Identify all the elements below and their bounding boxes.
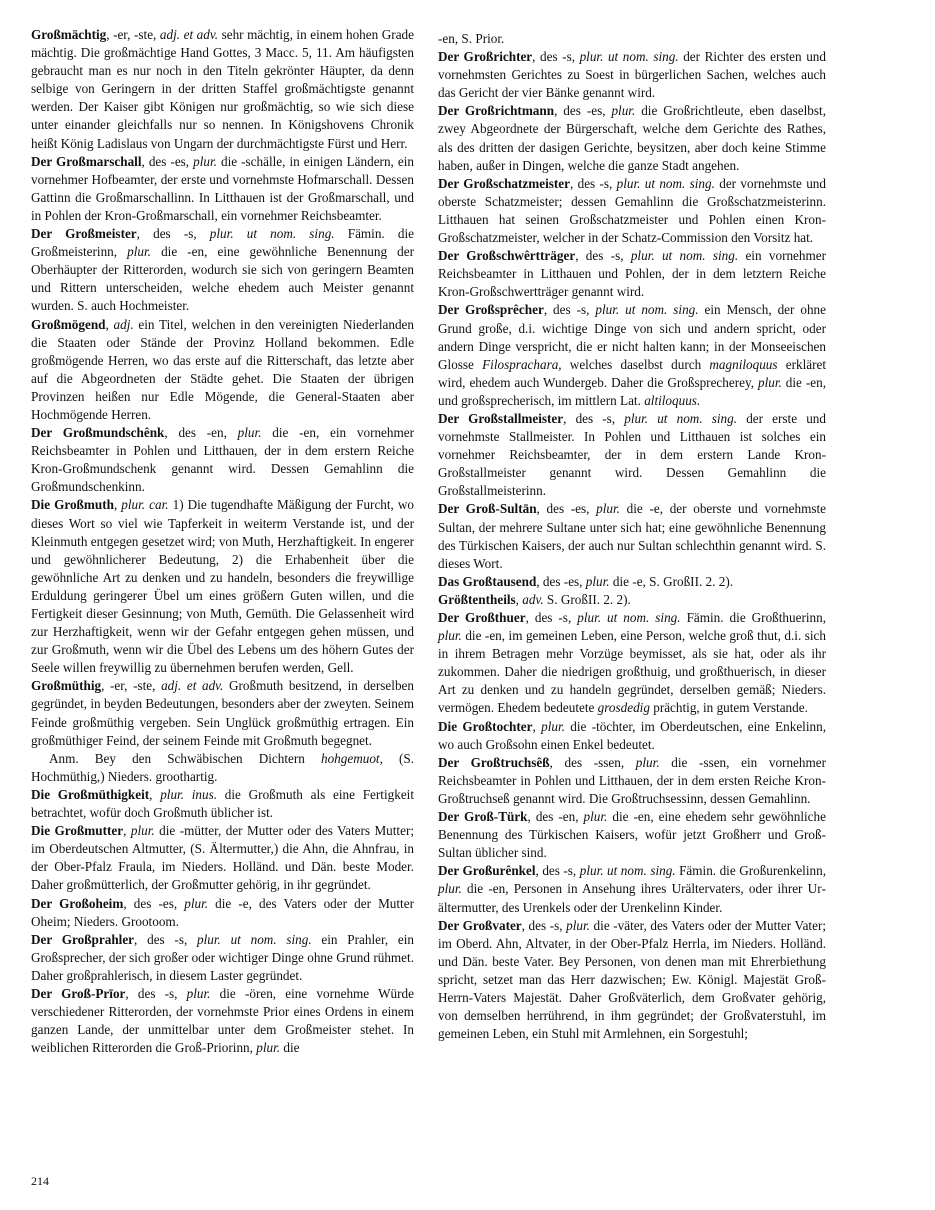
entry-text: , des -en, — [527, 809, 584, 825]
dictionary-entry — [31, 985, 414, 1057]
entry-headword: Die Großmutter — [31, 823, 124, 839]
entry-grammar-note: plur. ut nom. sing. — [577, 610, 681, 625]
entry-text: die -en, im gemeinen Leben, eine Person, welche groß thut, d.i. sich in ihrem Betragen mehr Vorzüge beymisset, als sie hat, oder als ihr zukommen. Daher die niedrigen großthuig, und großthuerisch, in dieser Art zu denken und zu handeln gegründet, derselben gemäß; Nieders. vermögen. Ehedem bedeutete — [438, 628, 826, 716]
dictionary-entry — [31, 424, 414, 496]
entry-text: die -en, Personen in Ansehung ihres Urältervaters, oder ihrer Urältermutter, des Urenkels oder der Urenkelinn Kinder. — [438, 881, 826, 915]
dictionary-entry — [438, 410, 826, 500]
entry-text: die -en, und großsprecherisch, im mittlern Lat. — [438, 374, 827, 408]
dictionary-entry — [31, 931, 414, 985]
entry-headword: Der Großprahler — [31, 931, 135, 947]
dictionary-entry — [438, 591, 826, 609]
entry-headword: Der Großsprêcher — [438, 302, 544, 318]
entry-grammar-note: plur. car. — [121, 497, 169, 513]
entry-headword: Das Großtausend — [438, 573, 537, 589]
entry-text: , des -s, — [543, 302, 596, 318]
entry-text: , des -s, — [125, 985, 187, 1001]
entry-headword: Der Großrichtmann — [438, 103, 555, 119]
entry-grammar-note: grosdedig — [597, 700, 650, 716]
entry-headword: Die Großmüthigkeit — [31, 786, 150, 802]
entry-text: , — [149, 786, 161, 802]
entry-headword: Der Großvater — [438, 917, 522, 933]
entry-text: die -en, eine gewöhnliche Benennung der Oberhäupter der Ritterorden, wodurch sie sich von geringern Beamten und Rittern unterscheiden, welche ehedem auch Meister genannt wurden. S. auch Hochmeister. — [31, 244, 414, 314]
entry-headword: Der Großurênkel — [438, 863, 536, 879]
entry-headword: Der Großmundschênk — [31, 425, 165, 441]
entry-grammar-note: adj. et adv. — [159, 27, 219, 42]
entry-headword: Der Groß-Türk — [438, 809, 528, 825]
entry-headword: Der Groß-Sultān — [438, 501, 537, 517]
entry-grammar-note: plur. — [635, 754, 660, 770]
entry-text: , des -s, — [570, 175, 617, 191]
dictionary-entry — [31, 153, 414, 225]
entry-grammar-note: altiloquus. — [644, 392, 701, 408]
entry-text: die Großmuth als eine Fertigkeit betrachtet, wofür doch Großmuth üblicher ist. — [31, 786, 414, 821]
dictionary-entry — [31, 496, 414, 677]
entry-text: die -ssen, ein vornehmer Reichsbeamter in Pohlen und Litthauen, der in dem ersten Reiche Kron-Großtruchseß genannt wird. Die Großtruchsessinn, dessen Gemahlinn. — [438, 754, 826, 806]
left-column — [31, 26, 414, 1057]
entry-grammar-note: plur. — [193, 153, 217, 169]
entry-grammar-note: plur. — [438, 628, 462, 644]
entry-text: Anm. Bey den Schwäbischen Dichtern — [49, 750, 321, 766]
entry-text: , des -s, — [134, 931, 198, 947]
entry-grammar-note: plur. — [596, 501, 620, 517]
dictionary-entry — [31, 895, 414, 931]
entry-text: Fämin. die Großmeisterinn, — [31, 226, 414, 260]
entry-text: , des -s, — [563, 410, 625, 426]
entry-text: sehr mächtig, in einem hohen Grade mächtig. Die großmächtige Hand Gottes, 3 Macc. 5, 11. Am häufigsten gebraucht man es nur noch in den Titeln gekrönter Häupter, da denn selbige von Geringern in der dritten Staffel großmächtigste genannt werden. Der Kaiser gibt Königen nur großmächtig, so wie sich diese unter einander gleichfalls nur so nennen. In Königshovens Chronik heißt König Ladislaus von Ungarn der durchmächtigste Fürst und Herr. — [31, 27, 414, 151]
entry-text: die -e, der oberste und vornehmste Sultan, der mehrere Sultane unter sich hat; eine gewöhnliche Benennung des Türkischen Kaisers, der auch nur Sultan schlechthin genannt wird. S. dieses Wort. — [438, 501, 826, 571]
dictionary-entry — [438, 48, 826, 102]
entry-text: die -e, S. GroßII. 2. 2). — [609, 573, 734, 589]
dictionary-entry — [438, 247, 826, 301]
page-number: 214 — [31, 1174, 49, 1188]
entry-headword: Der Großtruchsêß — [438, 754, 550, 770]
entry-grammar-note: plur. — [130, 823, 155, 839]
entry-text: S. GroßII. 2. 2). — [543, 591, 631, 607]
entry-grammar-note: plur. ut nom. sing. — [624, 410, 738, 426]
entry-grammar-note: plur. — [184, 895, 209, 911]
entry-grammar-note: plur. — [585, 573, 610, 589]
dictionary-entry — [438, 754, 826, 808]
entry-text: , — [113, 497, 122, 513]
entry-text: , des -es, — [123, 895, 185, 911]
entry-grammar-note: adj. et adv. — [161, 678, 224, 694]
entry-text: der Richter des ersten und vornehmsten Gerichtes zu Soest in bürgerlichen Sachen, welches auch das Gericht der vier Bänke genannt wird. — [438, 49, 826, 101]
entry-text: , des -en, — [164, 425, 238, 441]
entry-grammar-note: plur. — [566, 917, 590, 933]
dictionary-entry — [438, 808, 826, 862]
dictionary-entry — [438, 609, 826, 718]
entry-grammar-note: plur. ut nom. sing. — [616, 175, 715, 191]
entry-text: , — [515, 591, 523, 607]
entry-headword: Großmächtig — [31, 27, 107, 42]
dictionary-entry — [31, 316, 414, 425]
entry-grammar-note: Filosprachara, — [482, 356, 562, 372]
entry-text: welches daselbst durch — [561, 356, 710, 372]
entry-grammar-note: plur. ut nom. sing. — [209, 226, 335, 242]
entry-headword: Der Großoheim — [31, 895, 124, 911]
entry-headword: Die Großtochter — [438, 718, 533, 734]
entry-grammar-note: plur. — [127, 244, 151, 260]
entry-headword: Der Großschatzmeister — [438, 175, 570, 191]
right-column — [438, 30, 826, 1043]
entry-text: die -e, des Vaters oder der Mutter Oheim; Nieders. Grootoom. — [31, 895, 414, 929]
entry-text: erkläret wird, ehedem auch Wundergeb. Daher die Großsprecherey, — [438, 356, 826, 390]
entry-headword: Der Großschwêrtträger — [438, 248, 576, 264]
entry-headword: Die Großmuth — [31, 497, 114, 513]
entry-grammar-note: magniloquus — [709, 356, 778, 372]
entry-headword: Der Großrichter — [438, 49, 533, 65]
entry-text: der erste und vornehmste Stallmeister. In Pohlen und Litthauen ist solches ein vornehmer Reichsbeamter, der in dem erstern Lande Kron-Großstallmeister genannt wird. Dessen Gemahlinn die Großstallmeisterinn. — [438, 410, 826, 499]
entry-text: , -er, -ste, — [106, 27, 160, 42]
entry-headword: Der Großmarschall — [31, 153, 142, 169]
entry-headword: Großmüthig — [31, 678, 102, 694]
entry-text: , — [532, 718, 542, 734]
entry-grammar-note: hohgemuot, — [320, 750, 383, 766]
dictionary-entry — [31, 225, 414, 315]
entry-grammar-note: plur. — [256, 1040, 281, 1056]
dictionary-entry — [438, 862, 826, 916]
entry-text: , des -s, — [521, 917, 567, 933]
entry-grammar-note: plur. ut nom. sing. — [595, 302, 699, 318]
entry-text: ein vornehmer Reichsbeamter in Litthauen und Pohlen, der in dem letztern Reiche Kron-Großschwertträger genannt wird. — [438, 248, 826, 300]
entry-headword: Größtentheils — [438, 591, 516, 607]
entry-text: die -en, eine ehedem sehr gewöhnliche Benennung des Türkischen Kaisers, wofür jetzt Großherr und Groß-Sultan üblicher sind. — [438, 809, 826, 861]
entry-text: die Großrichtleute, eben daselbst, zwey Abgeordnete der Bürgerschaft, welche dem Gerichte des Rathes, als des dritten der dasigen Gerichte, beysitzen, aber doch keine Stimme haben, außer in Dingen, welche die ganze Stadt angehen. — [438, 103, 826, 173]
dictionary-entry — [438, 301, 826, 410]
entry-text: , des -es, — [536, 501, 597, 517]
entry-text: , des -s, — [532, 49, 580, 65]
entry-grammar-note: plur. — [757, 374, 782, 390]
entry-text: prächtig, in gutem Verstande. — [649, 700, 808, 716]
entry-text: die -ören, eine vornehme Würde verschiedener Ritterorden, der vornehmste Prior eines Ordens in einem ganzen Lande, der unmittelbar unter dem Großmeister stehet. In weiblichen Ritterorden die Groß-Priorinn, — [31, 985, 414, 1056]
entry-text: , — [105, 316, 114, 332]
entry-headword: Der Großthuer — [438, 610, 526, 625]
entry-text: , des -es, — [536, 573, 586, 589]
entry-grammar-note: plur. — [611, 103, 636, 119]
dictionary-entry — [31, 786, 414, 822]
entry-grammar-note: plur. — [583, 809, 608, 825]
dictionary-entry — [31, 750, 414, 786]
entry-text: die — [280, 1040, 300, 1056]
entry-headword: Der Großmeister — [31, 226, 137, 242]
entry-text: ein Titel, welchen in den vereinigten Niederlanden die Staaten oder Stände der Provinz Holland bekommen. Edle großmögende Herren, wo das erste auf die Ritterschaft, das letzte aber auf die Abgeordneten der Städte gehet. Die Staaten der übrigen Provinzen heißen nur Edle Mögende, die General-Staaten aber Hochmögende Herren. — [31, 316, 414, 422]
entry-text: , des -ssen, — [549, 754, 636, 770]
entry-text: die -en, ein vornehmer Reichsbeamter in Pohlen und Litthauen, der in dem erstern Reiche Kron-Großmundschenk genannt wird. Dessen Gemahlinn die Großmundschenkinn. — [31, 425, 415, 495]
entry-text: (S. Hochmüthig,) Nieders. groothartig. — [31, 750, 414, 784]
entry-text: , des -es, — [554, 103, 612, 119]
entry-grammar-note: plur. ut nom. sing. — [630, 248, 739, 264]
entry-grammar-note: plur. inus. — [160, 786, 218, 802]
entry-grammar-note: adj. — [113, 316, 134, 332]
entry-headword: Der Groß-Prīor — [31, 985, 126, 1001]
entry-text: , des -es, — [141, 153, 194, 169]
entry-text: die -schälle, in einigen Ländern, ein vornehmer Hofbeamter, der erste und vornehmste Hofmarschall. Dessen Gattinn die Großmarschallinn. In Litthauen ist der Großmarschall, und in Pohlen der Kron-Großmarschall, ein vornehmer Reichsbeamter. — [31, 153, 414, 223]
dictionary-entry — [31, 677, 414, 749]
entry-grammar-note: plur. — [186, 985, 211, 1001]
entry-text: , -er, -ste, — [101, 678, 162, 694]
dictionary-entry — [438, 718, 826, 754]
entry-text: Fämin. die Großurenkelinn, — [675, 863, 826, 879]
entry-text: der vornehmste und oberste Schatzmeister; dessen Gemahlinn die Großschatzmeisterinn. Litthauen hat seinen Großschatzmeister und Pohlen einen Kron-Großschatzmeister, welcher in der Schatz-Commission den Vorsitz hat. — [438, 175, 826, 246]
dictionary-entry — [438, 175, 826, 247]
entry-text: ein Prahler, ein Großsprecher, der sich großer oder wichtiger Dinge ohne Grund rühmet. Daher großprahlerisch, in diesem Laster gegründet. — [31, 931, 414, 983]
dictionary-entry — [438, 102, 826, 174]
entry-text: Fämin. die Großthuerinn, — [680, 610, 827, 625]
entry-text: , des -s, — [575, 248, 631, 264]
entry-headword: Großmögend — [31, 316, 106, 332]
dictionary-entry — [31, 26, 414, 153]
entry-grammar-note: plur. ut nom. sing. — [579, 863, 676, 879]
entry-grammar-note: plur. ut nom. sing. — [579, 49, 679, 65]
entry-text: -en, S. Prior. — [438, 31, 505, 46]
entry-text: , — [123, 823, 131, 839]
dictionary-entry — [438, 917, 826, 1044]
entry-grammar-note: plur. — [438, 881, 462, 897]
dictionary-entry — [438, 573, 826, 591]
entry-grammar-note: adv. — [522, 591, 544, 607]
entry-text: , des -s, — [535, 863, 580, 879]
entry-grammar-note: plur. ut nom. sing. — [197, 931, 312, 947]
entry-text: die -väter, des Vaters oder der Mutter Vater; im Oberd. Ahn, Altvater, in der Ober-Pfalz Herrla, im Nieders. Holländ. und Dän. beste Vater. Bey Personen, von denen man mit Ehrerbiethung spricht, setzet man das Herr dazwischen; Ew. Königl. Majestät Groß-Herrn-Vaters Majestät. Daher Großväterlich, dem Großvater gehörig, von demselben herrührend, in ihm gegründet; der Großvaterstuhl, im gemeinen Leben, ein Stuhl mit Armlehnen, ein Sorgestuhl; — [438, 917, 826, 1042]
entry-grammar-note: plur. — [237, 425, 262, 441]
entry-grammar-note: plur. — [541, 718, 565, 734]
dictionary-entry — [438, 500, 826, 572]
dictionary-entry — [31, 822, 414, 894]
dictionary-entry — [438, 30, 826, 48]
entry-text: ein Mensch, der ohne Grund große, d.i. wichtige Dinge von sich und andern spricht, oder andern Dinge verspricht, die er nicht halten kann; in der Monseeischen Glosse — [438, 302, 827, 372]
entry-text: die -töchter, im Oberdeutschen, eine Enkelinn, wo auch Großsohn einen Enkel bedeutet. — [438, 718, 826, 752]
entry-text: , des -s, — [136, 226, 210, 242]
entry-text: die -mütter, der Mutter oder des Vaters Mutter; im Oberdeutschen Altmutter, (S. Ältermutter,) die Ahn, die Ahnfrau, in der Ober-Pfalz Fraula, im Nieders. Holländ. und Dän. beste Moder. Daher großmütterlich, der Großmutter gehörig, in ihr gegründet. — [31, 823, 414, 893]
entry-text: Großmuth besitzend, in derselben gegründet, in beyden Bedeutungen, besonders aber der zweyten. Seinem Feinde großmüthig vergeben. Sein Unglück großmüthig ertragen. Ein großmüthiger Feind, der seinem Feinde mit Großmuth begegnet. — [31, 678, 414, 748]
entry-headword: Der Großstallmeister — [438, 410, 564, 426]
entry-text: , des -s, — [525, 610, 578, 625]
entry-text: 1) Die tugendhafte Mäßigung der Furcht, wo dieses Wort so viel wie Tapferkeit in weiterm Verstande ist, und der Kleinmuth entgegen gesetzet wird; von Muth, Herzhaftigkeit. In engerer und gewöhnlicherer Bedeutung, 2) die Erhabenheit über die gewöhnliche Art zu denken und zu handeln, besonders die freywillige Erduldung geringerer Übel um eines größern Guten willen, und die Fertigkeit dieser Gesinnung; von Muth, Gemüth. Die Gelassenheit wird zur Herzhaftigkeit, wenn wir der Gefahr entgegen gehen müssen, und zur Großmuth, wenn wir die Übel des Lebens um des höhern Gutes der Seele willen freywillig zu übernehmen berufen werden, Gell. — [31, 497, 415, 676]
